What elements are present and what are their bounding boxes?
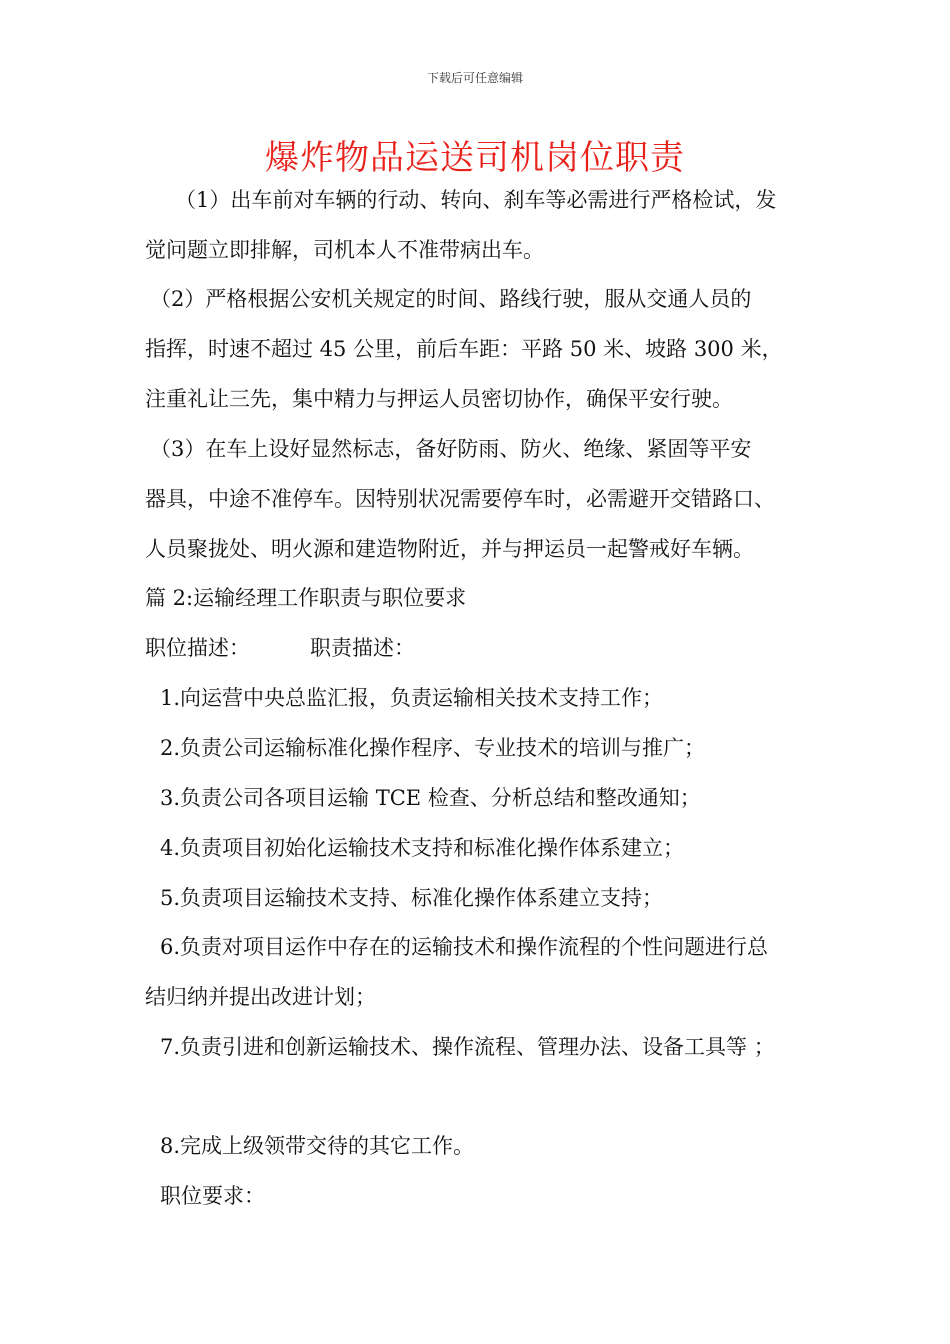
section-heading: 篇 2:运输经理工作职责与职位要求 [145,586,467,610]
duty-label: 职责描述： [310,636,415,660]
duty-item-continuation: 结归纳并提出改进计划； [145,985,376,1009]
paragraph-line: （2）严格根据公安机关规定的时间、路线行驶，服从交通人员的 [150,287,752,311]
paragraph-line: （1）出车前对车辆的行动、转向、刹车等必需进行严格检试，发 [175,188,777,212]
duty-item: 7.负责引进和创新运输技术、操作流程、管理办法、设备工具等 ； [160,1035,775,1059]
paragraph-line: （3）在车上设好显然标志，备好防雨、防火、绝缘、紧固等平安 [150,437,752,461]
duty-item: 2.负责公司运输标准化操作程序、专业技术的培训与推广； [160,736,706,760]
paragraph-line: 觉问题立即排解，司机本人不准带病出车。 [145,238,544,262]
duty-item: 6.负责对项目运作中存在的运输技术和操作流程的个性问题进行总 [160,935,769,959]
duty-item: 8.完成上级领带交待的其它工作。 [160,1134,475,1158]
position-description-row [145,633,415,663]
duty-item: 5.负责项目运输技术支持、标准化操作体系建立支持； [160,886,664,910]
requirement-label: 职位要求： [160,1184,265,1208]
paragraph-line: 注重礼让三先，集中精力与押运人员密切协作，确保平安行驶。 [145,387,733,411]
paragraph-line: 器具，中途不准停车。因特别状况需要停车时，必需避开交错路口、 [145,487,775,511]
duty-item: 3.负责公司各项目运输 TCE 检查、分析总结和整改通知； [160,786,701,810]
position-label: 职位描述： [145,636,250,660]
paragraph-line: 指挥，时速不超过 45 公里，前后车距：平路 50 米、坡路 300 米， [145,337,783,361]
paragraph-line: 人员聚拢处、明火源和建造物附近，并与押运员一起警戒好车辆。 [145,537,754,561]
document-title: 爆炸物品运送司机岗位职责 [265,138,685,178]
duty-item: 1.向运营中央总监汇报，负责运输相关技术支持工作； [160,686,664,710]
duty-item: 4.负责项目初始化运输技术支持和标准化操作体系建立； [160,836,685,860]
header-note: 下载后可任意编辑 [426,71,523,85]
